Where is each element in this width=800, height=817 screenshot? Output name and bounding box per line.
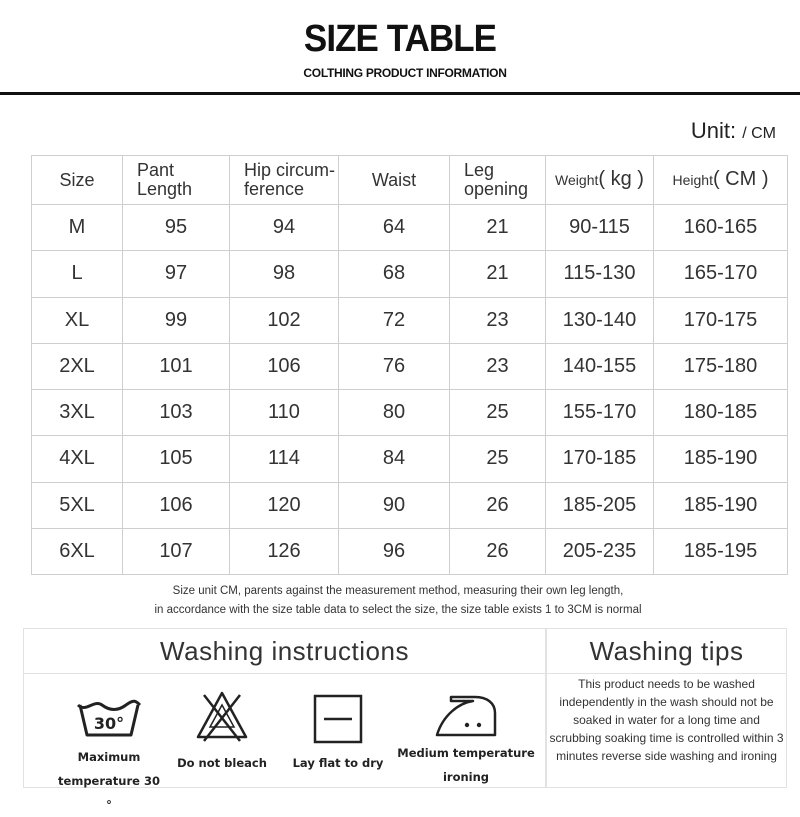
cell-pant-length: 97 bbox=[123, 251, 230, 297]
cell-size: 3XL bbox=[32, 390, 123, 436]
cell-height: 165-170 bbox=[654, 251, 788, 297]
cell-leg-opening: 25 bbox=[450, 436, 546, 482]
header-divider bbox=[0, 92, 800, 95]
cell-size: 2XL bbox=[32, 343, 123, 389]
measurement-note-line1: Size unit CM, parents against the measurement method, measuring their own leg length, bbox=[172, 585, 624, 597]
cell-hip: 98 bbox=[230, 251, 339, 297]
cell-leg-opening: 25 bbox=[450, 390, 546, 436]
cell-waist: 68 bbox=[339, 251, 450, 297]
size-row bbox=[32, 297, 788, 343]
cell-hip: 102 bbox=[230, 297, 339, 343]
cell-pant-length: 105 bbox=[123, 436, 230, 482]
cell-waist: 80 bbox=[339, 390, 450, 436]
care-item-max-temp bbox=[54, 697, 164, 817]
cell-hip: 126 bbox=[230, 528, 339, 574]
cell-pant-length: 101 bbox=[123, 343, 230, 389]
size-row bbox=[32, 528, 788, 574]
size-row bbox=[32, 251, 788, 297]
cell-size: 5XL bbox=[32, 482, 123, 528]
cell-size: M bbox=[32, 205, 123, 251]
page-header bbox=[0, 0, 800, 96]
cell-hip: 114 bbox=[230, 436, 339, 482]
care-item-ironing bbox=[396, 691, 536, 789]
cell-height: 185-190 bbox=[654, 436, 788, 482]
header-pant-length: Pant Length bbox=[123, 156, 230, 205]
care-label-max-temp-1: Maximum bbox=[77, 750, 141, 764]
size-row bbox=[32, 482, 788, 528]
cell-waist: 90 bbox=[339, 482, 450, 528]
cell-weight: 185-205 bbox=[546, 482, 654, 528]
cell-weight: 155-170 bbox=[546, 390, 654, 436]
size-row bbox=[32, 390, 788, 436]
cell-weight: 115-130 bbox=[546, 251, 654, 297]
cell-size: 6XL bbox=[32, 528, 123, 574]
cell-waist: 72 bbox=[339, 297, 450, 343]
page-subtitle: COLTHING PRODUCT INFORMATION bbox=[303, 66, 507, 80]
header-height: Height( CM ) bbox=[654, 156, 788, 205]
cell-height: 170-175 bbox=[654, 297, 788, 343]
size-row bbox=[32, 436, 788, 482]
care-label-lay-flat: Lay flat to dry bbox=[292, 756, 384, 770]
cell-hip: 120 bbox=[230, 482, 339, 528]
care-label-no-bleach: Do not bleach bbox=[177, 756, 267, 770]
care-label-ironing-2: ironing bbox=[442, 770, 490, 784]
size-row bbox=[32, 343, 788, 389]
cell-size: L bbox=[32, 251, 123, 297]
header-hip-circumference: Hip circum- ference bbox=[230, 156, 339, 205]
cell-pant-length: 103 bbox=[123, 390, 230, 436]
unit-value: / CM bbox=[742, 125, 776, 142]
cell-waist: 84 bbox=[339, 436, 450, 482]
cell-leg-opening: 26 bbox=[450, 482, 546, 528]
cell-weight: 170-185 bbox=[546, 436, 654, 482]
svg-text:30°: 30° bbox=[93, 714, 125, 733]
size-table-body bbox=[32, 205, 788, 575]
cell-weight: 205-235 bbox=[546, 528, 654, 574]
header-weight: Weight( kg ) bbox=[546, 156, 654, 205]
care-label-max-temp-2: temperature 30 ° bbox=[58, 774, 160, 812]
cell-height: 180-185 bbox=[654, 390, 788, 436]
washing-tips-title: Washing tips bbox=[547, 629, 786, 674]
care-item-lay-flat bbox=[286, 693, 390, 775]
header-waist: Waist bbox=[339, 156, 450, 205]
wash-30-icon bbox=[74, 697, 144, 741]
washing-instructions-panel bbox=[23, 628, 546, 812]
cell-leg-opening: 23 bbox=[450, 297, 546, 343]
care-label-ironing-1: Medium temperature bbox=[397, 746, 535, 760]
washing-tips-panel bbox=[546, 628, 787, 788]
size-row bbox=[32, 205, 788, 251]
header-leg-opening: Leg opening bbox=[450, 156, 546, 205]
cell-weight: 90-115 bbox=[546, 205, 654, 251]
size-table-header-row bbox=[32, 156, 788, 205]
cell-leg-opening: 26 bbox=[450, 528, 546, 574]
cell-leg-opening: 21 bbox=[450, 205, 546, 251]
cell-pant-length: 107 bbox=[123, 528, 230, 574]
do-not-bleach-icon bbox=[194, 687, 250, 743]
cell-leg-opening: 23 bbox=[450, 343, 546, 389]
cell-waist: 96 bbox=[339, 528, 450, 574]
lay-flat-dry-icon bbox=[312, 693, 364, 745]
size-table bbox=[31, 155, 788, 575]
care-item-no-bleach bbox=[170, 687, 274, 775]
cell-leg-opening: 21 bbox=[450, 251, 546, 297]
cell-pant-length: 95 bbox=[123, 205, 230, 251]
medium-iron-icon bbox=[429, 691, 503, 741]
cell-weight: 130-140 bbox=[546, 297, 654, 343]
cell-height: 175-180 bbox=[654, 343, 788, 389]
washing-tips-text: This product needs to be washed independently in the wash should not be soaked in water for a long time and scrubbing soaking time is controlled within 3 minutes reverse side washing and ironing bbox=[549, 677, 784, 763]
cell-height: 185-190 bbox=[654, 482, 788, 528]
cell-height: 185-195 bbox=[654, 528, 788, 574]
cell-hip: 106 bbox=[230, 343, 339, 389]
unit-label bbox=[691, 118, 776, 144]
cell-size: 4XL bbox=[32, 436, 123, 482]
cell-height: 160-165 bbox=[654, 205, 788, 251]
cell-weight: 140-155 bbox=[546, 343, 654, 389]
measurement-note-line2: in accordance with the size table data to select the size, the size table exists 1 to 3CM is normal bbox=[154, 604, 642, 616]
washing-instructions-title: Washing instructions bbox=[24, 629, 545, 674]
cell-size: XL bbox=[32, 297, 123, 343]
page-title: SIZE TABLE bbox=[303, 18, 497, 60]
cell-waist: 76 bbox=[339, 343, 450, 389]
cell-waist: 64 bbox=[339, 205, 450, 251]
cell-hip: 94 bbox=[230, 205, 339, 251]
cell-pant-length: 99 bbox=[123, 297, 230, 343]
cell-pant-length: 106 bbox=[123, 482, 230, 528]
unit-caption: Unit: bbox=[690, 118, 737, 143]
cell-hip: 110 bbox=[230, 390, 339, 436]
header-size: Size bbox=[32, 156, 123, 205]
